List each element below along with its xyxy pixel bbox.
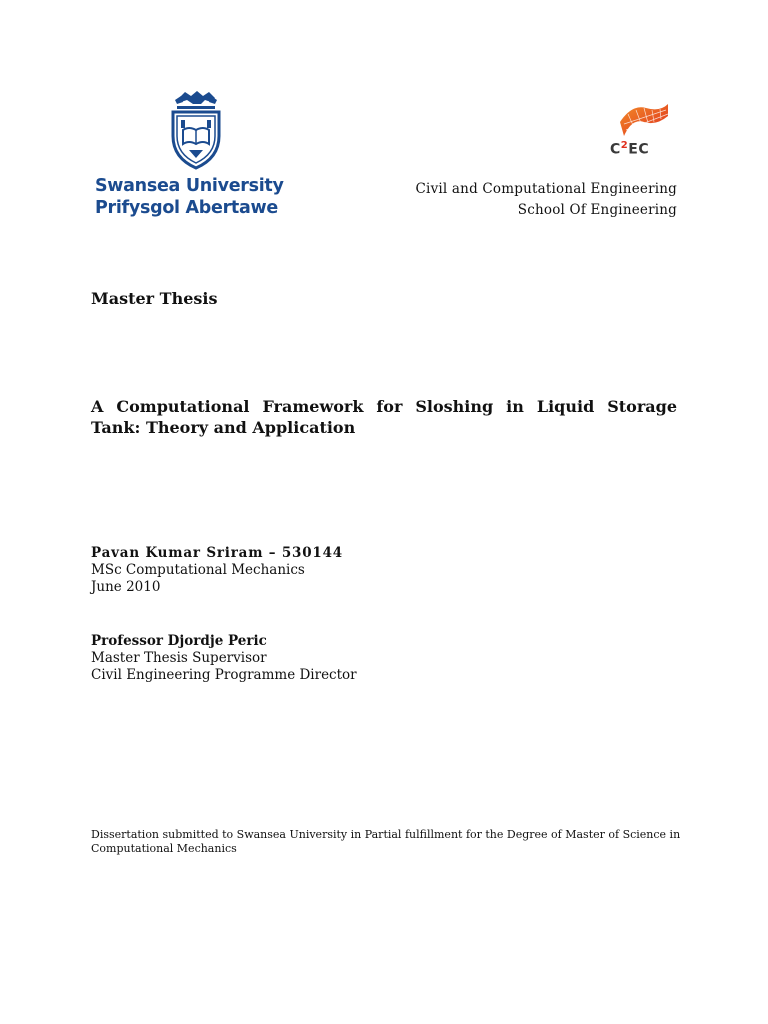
author-programme: MSc Computational Mechanics bbox=[91, 562, 305, 578]
thesis-title: A Computational Framework for Sloshing in Liquid Storage Tank: Theory and Application bbox=[91, 397, 677, 437]
supervisor-position: Civil Engineering Programme Director bbox=[91, 667, 357, 683]
document-type: Master Thesis bbox=[91, 289, 218, 308]
dissertation-note: Dissertation submitted to Swansea University in Partial fulfillment for the Degree of Master of Science in Computational Mechanics bbox=[91, 828, 681, 855]
department-name: Civil and Computational Engineering bbox=[415, 181, 677, 197]
university-name-english: Swansea University bbox=[95, 176, 284, 196]
university-logo bbox=[90, 88, 305, 224]
c2ec-wordmark: $C^2EC$ bbox=[610, 140, 650, 158]
supervisor-name: Professor Djordje Peric bbox=[91, 633, 267, 649]
submission-date: June 2010 bbox=[91, 579, 161, 595]
department-block bbox=[416, 179, 677, 221]
c2ec-logo bbox=[606, 102, 670, 160]
university-name-welsh: Prifysgol Abertawe bbox=[95, 198, 278, 218]
c2ec-wave-icon bbox=[616, 102, 670, 142]
supervisor-role: Master Thesis Supervisor bbox=[91, 650, 267, 666]
author-name: Pavan Kumar Sriram – 530144 bbox=[91, 545, 343, 561]
swansea-university-crest-icon bbox=[165, 88, 227, 172]
supervisor-block bbox=[91, 633, 357, 684]
author-block bbox=[91, 545, 343, 596]
school-name: School Of Engineering bbox=[517, 202, 677, 218]
